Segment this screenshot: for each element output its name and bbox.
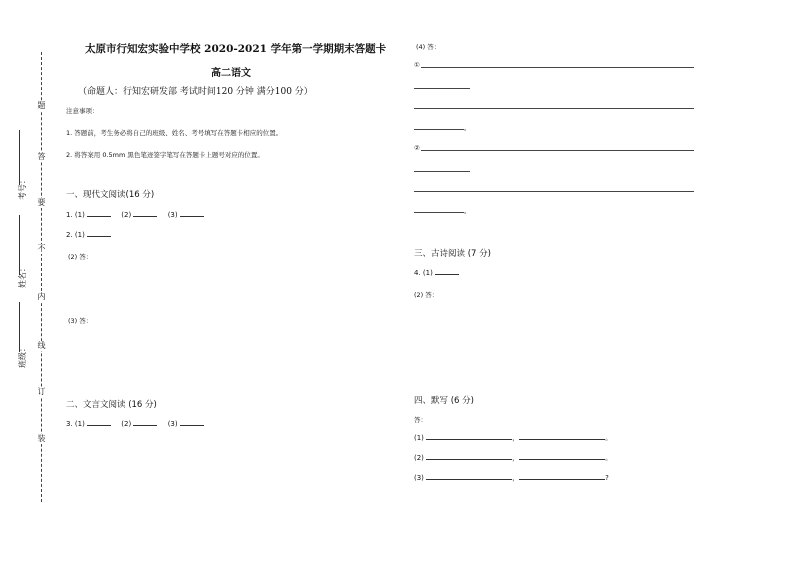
question-label: (2)	[414, 454, 424, 462]
binding-char: 装	[37, 434, 46, 443]
answer-blank[interactable]	[87, 425, 111, 426]
binding-char: 要	[37, 198, 46, 207]
answer-blank[interactable]	[426, 459, 512, 460]
binding-char: 线	[37, 341, 46, 350]
answer-blank[interactable]	[133, 425, 157, 426]
answer-prompt: (3) 答：	[68, 317, 93, 325]
question-label: 1. (1)	[66, 211, 85, 219]
exam-number-label: 考号：	[18, 176, 27, 200]
class-line	[19, 302, 20, 352]
question-label: (3)	[167, 211, 178, 219]
answer-line[interactable]	[414, 108, 694, 109]
answer-line[interactable]	[414, 88, 470, 89]
period-mark: 。	[464, 124, 471, 132]
comma-mark: ，	[512, 474, 520, 482]
answer-line[interactable]	[414, 171, 470, 172]
answer-blank[interactable]	[180, 425, 204, 426]
question-row	[66, 211, 204, 219]
note-item: 2. 将答案用 0.5mm 黑色笔迹签字笔写在答题卡上题号对应的位置。	[66, 151, 264, 159]
dictation-row	[414, 453, 612, 463]
page-subtitle: 高二语文	[211, 68, 251, 79]
exam-number-line	[19, 130, 20, 185]
question-row	[414, 269, 459, 277]
answer-prompt: (2) 答：	[68, 253, 93, 261]
answer-line[interactable]	[414, 212, 464, 213]
answer-blank[interactable]	[180, 216, 204, 217]
answer-blank[interactable]	[519, 479, 605, 480]
circle-number: ②	[414, 144, 420, 152]
question-row	[66, 231, 111, 239]
question-label: (2)	[121, 211, 132, 219]
question-label: (3)	[414, 474, 424, 482]
binding-char: 内	[37, 292, 46, 301]
question-label: 4. (1)	[414, 269, 433, 277]
answer-blank[interactable]	[87, 216, 111, 217]
exam-info: （命题人：行知宏研发部 考试时间120 分钟 满分100 分）	[78, 87, 313, 97]
question-row	[66, 420, 204, 428]
section-heading: 二、文言文阅读 (16 分)	[66, 400, 157, 410]
question-label: (3)	[167, 420, 178, 428]
binding-char: 不	[37, 244, 46, 253]
end-mark: 。	[605, 454, 613, 462]
binding-char: 题	[37, 101, 46, 110]
class-label: 班级：	[18, 344, 27, 368]
comma-mark: ，	[512, 434, 520, 442]
name-label: 姓名：	[18, 264, 27, 288]
name-line	[19, 215, 20, 275]
end-mark: ?	[605, 474, 609, 482]
answer-line[interactable]	[414, 129, 464, 130]
question-label: (1)	[414, 434, 424, 442]
note-item: 1. 答题前，考生务必将自己的班级、姓名、考号填写在答题卡相应的位置。	[66, 129, 283, 137]
answer-prompt: (2) 答：	[414, 291, 439, 299]
notes-heading: 注意事项：	[66, 107, 99, 115]
period-mark: 。	[464, 207, 471, 215]
question-label: 3. (1)	[66, 420, 85, 428]
section-heading: 三、古诗阅读 (7 分)	[414, 249, 491, 259]
answer-blank[interactable]	[133, 216, 157, 217]
dictation-row	[414, 433, 612, 443]
section-heading: 一、现代文阅读(16 分)	[66, 190, 155, 200]
page-title: 太原市行知宏实验中学校 2020-2021 学年第一学期期末答题卡	[85, 43, 387, 55]
answer-line[interactable]	[421, 67, 694, 68]
answer-prompt: 答：	[414, 416, 427, 424]
question-label: (2)	[121, 420, 132, 428]
answer-blank[interactable]	[519, 459, 605, 460]
end-mark: 。	[605, 434, 613, 442]
dictation-row	[414, 473, 609, 483]
answer-prompt: (4) 答：	[416, 43, 441, 51]
answer-blank[interactable]	[426, 479, 512, 480]
answer-blank[interactable]	[426, 439, 512, 440]
comma-mark: ，	[512, 454, 520, 462]
answer-line[interactable]	[421, 150, 694, 151]
answer-line[interactable]	[414, 191, 694, 192]
circle-number: ①	[414, 61, 420, 69]
binding-char: 订	[37, 387, 46, 396]
answer-blank[interactable]	[519, 439, 605, 440]
answer-blank[interactable]	[87, 236, 111, 237]
question-label: 2. (1)	[66, 231, 85, 239]
section-heading: 四、默写 (6 分)	[414, 396, 474, 406]
binding-char: 答	[37, 152, 46, 161]
answer-blank[interactable]	[435, 274, 459, 275]
